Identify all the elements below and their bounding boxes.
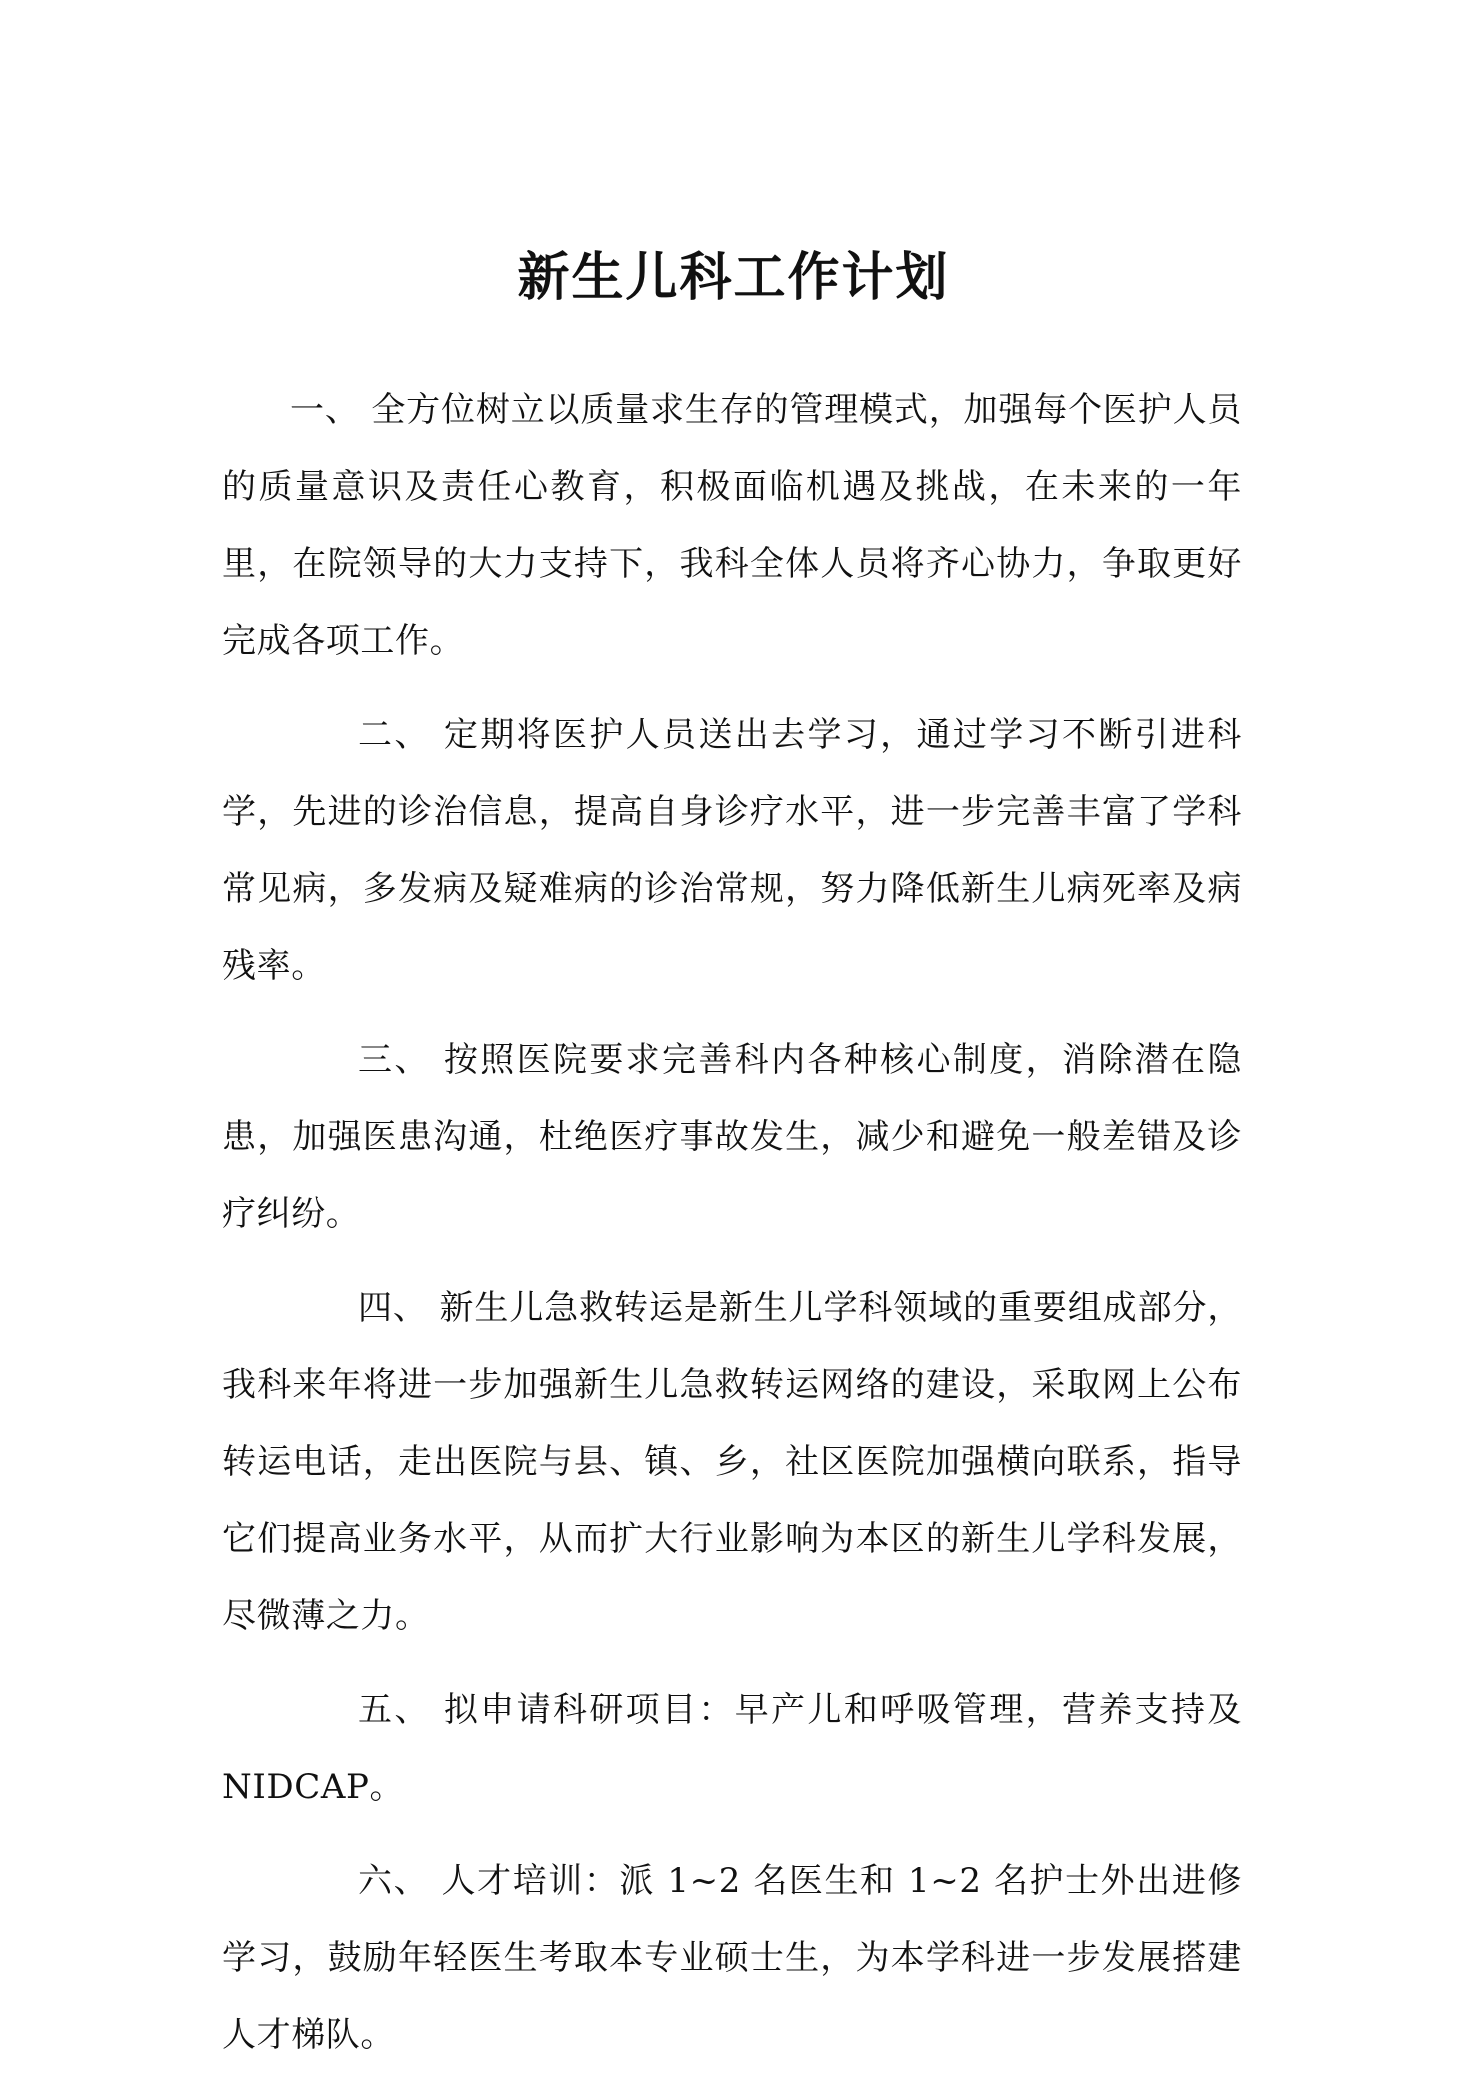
paragraph-3-text: 按照医院要求完善科内各种核心制度，消除潜在隐患，加强医患沟通，杜绝医疗事故发生，减少和避免一般差错及诊疗纠纷。 <box>222 1040 1242 1234</box>
paragraph-6-number: 六、 <box>358 1861 430 1901</box>
paragraph-5 <box>222 1672 1242 1826</box>
paragraph-2-text: 定期将医护人员送出去学习，通过学习不断引进科学，先进的诊治信息，提高自身诊疗水平，进一步完善丰富了学科常见病，多发病及疑难病的诊治常规，努力降低新生儿病死率及病残率。 <box>222 715 1242 986</box>
document-body <box>222 372 1242 2091</box>
paragraph-3-number: 三、 <box>358 1040 431 1080</box>
paragraph-4-text: 新生儿急救转运是新生儿学科领域的重要组成部分，我科来年将进一步加强新生儿急救转运网络的建设，采取网上公布转运电话，走出医院与县、镇、乡，社区医院加强横向联系，指导它们提高业务水平，从而扩大行业影响为本区的新生儿学科发展，尽微薄之力。 <box>222 1288 1242 1636</box>
paragraph-2 <box>222 697 1242 1005</box>
paragraph-4-number: 四、 <box>358 1288 428 1328</box>
paragraph-6 <box>222 1843 1242 2074</box>
paragraph-3 <box>222 1022 1242 1253</box>
paragraph-4 <box>222 1270 1242 1655</box>
document-title: 新生儿科工作计划 <box>517 247 950 308</box>
paragraph-1-number: 一、 <box>290 390 360 430</box>
paragraph-1 <box>222 372 1242 680</box>
paragraph-2-number: 二、 <box>358 715 431 755</box>
paragraph-1-text: 全方位树立以质量求生存的管理模式，加强每个医护人员的质量意识及责任心教育，积极面临机遇及挑战，在未来的一年里，在院领导的大力支持下，我科全体人员将齐心协力，争取更好完成各项工作。 <box>222 390 1243 661</box>
paragraph-6-text: 人才培训：派 1~2 名医生和 1~2 名护士外出进修学习，鼓励年轻医生考取本专业硕士生，为本学科进一步发展搭建人才梯队。 <box>222 1861 1242 2055</box>
paragraph-5-text: 拟申请科研项目：早产儿和呼吸管理，营养支持及NIDCAP。 <box>222 1690 1242 1807</box>
paragraph-5-number: 五、 <box>358 1690 431 1730</box>
